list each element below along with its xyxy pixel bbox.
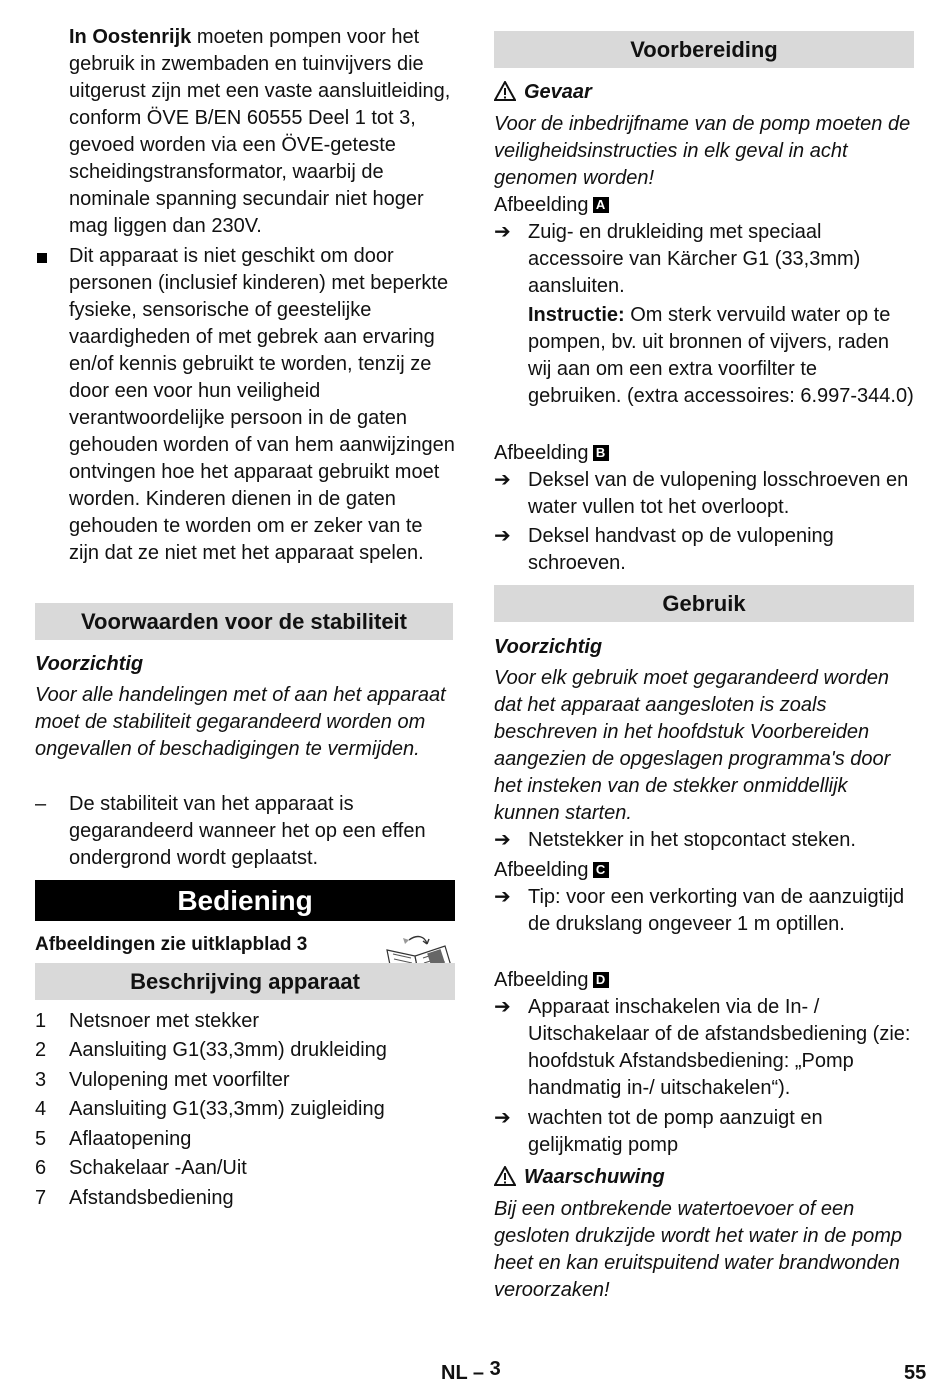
- arrow-icon: ➔: [494, 829, 511, 851]
- figure-label: Afbeelding: [494, 859, 589, 881]
- item-number: 6: [35, 1157, 47, 1179]
- footer-section-page: 3: [489, 1358, 501, 1380]
- arrow-icon: ➔: [494, 469, 511, 491]
- item-number: 3: [35, 1069, 47, 1091]
- step-close-lid: Deksel handvast op de vulopening schroeven.: [528, 525, 834, 574]
- caution-label: Voorzichtig: [494, 636, 603, 658]
- step-wait-pump: wachten tot de pomp aanzuigt en gelijkmatig pomp: [528, 1107, 823, 1156]
- austria-paragraph: [69, 24, 457, 240]
- item-text: Aansluiting G1(33,3mm) zuigleiding: [69, 1098, 385, 1120]
- item-text: Aflaatopening: [69, 1128, 192, 1150]
- step-connect-hoses: Zuig- en drukleiding met speciaal accessoire van Kärcher G1 (33,3mm) aansluiten.: [528, 221, 861, 297]
- item-number: 7: [35, 1187, 47, 1209]
- danger-label: Gevaar: [524, 81, 592, 103]
- step-fill-water: Deksel van de vulopening losschroeven en water vullen tot het overloopt.: [528, 469, 909, 518]
- section-description-heading: [35, 963, 455, 1000]
- section-stability-heading: Voorwaarden voor de stabiliteit: [35, 603, 453, 640]
- step-plug-in: Netstekker in het stopcontact steken.: [528, 829, 856, 851]
- section-bediening-heading: Bediening: [35, 880, 455, 921]
- danger-text: Voor de inbedrijfname van de pomp moeten de veiligheidsinstructies in elk geval in acht genomen worden!: [494, 113, 911, 189]
- page-number: 55: [904, 1362, 927, 1384]
- austria-bold: In Oostenrijk: [69, 26, 192, 48]
- figure-a-label: [494, 192, 609, 219]
- step-switch-on: Apparaat inschakelen via de In- / Uitschakelaar of de afstandsbediening (zie: hoofdstuk Afstandsbediening: „Pomp handmatig in-/ uitschakelen“).: [528, 996, 911, 1099]
- arrow-icon: ➔: [494, 1107, 511, 1129]
- section-description-text: Beschrijving apparaat: [130, 969, 360, 994]
- warning-label: Waarschuwing: [524, 1166, 665, 1188]
- section-preparation-heading: Voorbereiding: [494, 31, 914, 68]
- figure-b-badge: B: [593, 445, 609, 461]
- square-bullet-icon: [37, 253, 47, 263]
- warning-triangle-icon: [494, 81, 516, 109]
- figure-label: Afbeelding: [494, 442, 589, 464]
- figure-c-label: [494, 857, 609, 884]
- figure-d-badge: D: [593, 972, 609, 988]
- section-use-heading: Gebruik: [494, 585, 914, 622]
- step-tip-lift-hose: Tip: voor een verkorting van de aanzuigtijd de drukslang ongeveer 1 m optillen.: [528, 886, 905, 935]
- stability-dash-text: De stabiliteit van het apparaat is gegarandeerd wanneer het op een effen ondergrond wordt geplaatst.: [69, 793, 426, 869]
- footer-dash: –: [472, 1362, 484, 1384]
- warning-triangle-icon: [494, 1166, 516, 1194]
- figure-d-label: [494, 967, 609, 994]
- item-text: Afstandsbediening: [69, 1187, 234, 1209]
- figure-a-badge: A: [593, 197, 609, 213]
- item-text: Netsnoer met stekker: [69, 1010, 260, 1032]
- fold-note: Afbeeldingen zie uitklapblad 3: [35, 934, 308, 955]
- footer-section: [441, 1358, 501, 1385]
- item-text: Vulopening met voorfilter: [69, 1069, 290, 1091]
- arrow-icon: ➔: [494, 525, 511, 547]
- item-number: 5: [35, 1128, 47, 1150]
- safety-bullet-text: Dit apparaat is niet geschikt om door personen (inclusief kinderen) met beperkte fysieke, sensorische of geestelijke vaardigheden of met gebrek aan ervaring en/of kennis gebruikt te worden, tenzij ze door een voor hun veiligheid verantwoordelijke persoon in de gaten gehouden worden of van hem aanwijzingen ontvingen hoe het apparaat gebruikt moet worden. Kinderen dienen in de gaten gehouden te worden om er zeker van te zijn dat ze niet met het apparaat spelen.: [69, 245, 455, 564]
- dash-marker: –: [35, 793, 47, 815]
- item-text: Schakelaar -Aan/Uit: [69, 1157, 247, 1179]
- item-number: 2: [35, 1039, 47, 1061]
- figure-c-badge: C: [593, 862, 609, 878]
- item-text: Aansluiting G1(33,3mm) drukleiding: [69, 1039, 387, 1061]
- arrow-icon: ➔: [494, 996, 511, 1018]
- figure-b-label: [494, 440, 609, 467]
- caution-text: Voor elk gebruik moet gegarandeerd worden dat het apparaat aangesloten is zoals beschreven in het hoofdstuk Voorbereiden aangezien de opgeslagen programma's door het insteken van de stekker onmiddellijk kunnen starten.: [494, 667, 891, 824]
- instruction-note: [528, 302, 914, 410]
- arrow-icon: ➔: [494, 886, 511, 908]
- danger-heading: [494, 79, 592, 109]
- caution-text: Voor alle handelingen met of aan het apparaat moet de stabiliteit gegarandeerd worden om ongevallen of beschadigingen te vermijden.: [35, 684, 446, 760]
- item-number: 1: [35, 1010, 47, 1032]
- austria-text: moeten pompen voor het gebruik in zwembaden en tuinvijvers die uitgerust zijn met een vaste aansluitleiding, conform ÖVE B/EN 60555 Deel 1 tot 3, gevoed worden via een ÖVE-geteste scheidingstransformator, waarbij de nominale spanning secundair niet hoger mag liggen dan 230V.: [69, 26, 451, 237]
- figure-label: Afbeelding: [494, 194, 589, 216]
- figure-label: Afbeelding: [494, 969, 589, 991]
- warning-text: Bij een ontbrekende watertoevoer of een gesloten drukzijde wordt het water in de pomp heet en kan eruitspuitend water brandwonden veroorzaken!: [494, 1198, 903, 1301]
- arrow-icon: ➔: [494, 221, 511, 243]
- footer-lang: NL: [441, 1362, 468, 1384]
- warning-heading: [494, 1164, 665, 1194]
- instruction-text: Om sterk vervuild water op te pompen, bv. uit bronnen of vijvers, raden wij aan om een extra voorfilter te gebruiken. (extra accessoires: 6.997-344.0): [528, 304, 914, 407]
- caution-label: Voorzichtig: [35, 653, 144, 675]
- item-number: 4: [35, 1098, 47, 1120]
- instruction-label: Instructie:: [528, 304, 625, 326]
